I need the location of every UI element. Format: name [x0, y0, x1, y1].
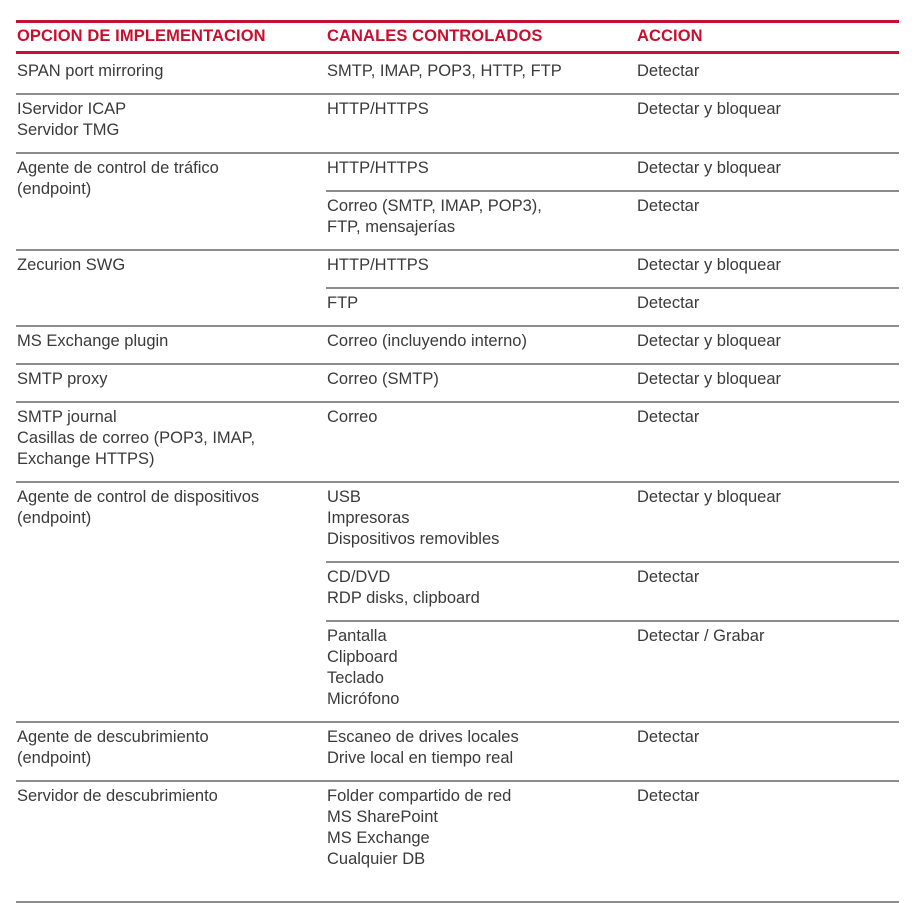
row-divider	[16, 249, 899, 251]
row-divider	[16, 325, 899, 327]
cell-line: Casillas de correo (POP3, IMAP,	[17, 429, 256, 447]
channels-cell	[327, 255, 429, 276]
header-channels: CANALES CONTROLADOS	[327, 27, 543, 45]
channels-cell	[327, 293, 358, 314]
cell-line: CD/DVD	[327, 568, 391, 586]
channels-cell	[327, 196, 542, 238]
cell-line: Servidor de descubrimiento	[17, 787, 218, 805]
cell-line: IServidor ICAP	[17, 100, 127, 118]
action-cell: Detectar y bloquear	[637, 256, 781, 274]
cell-line: Correo (incluyendo interno)	[327, 332, 527, 350]
cell-line: MS Exchange	[327, 829, 430, 847]
channels-cell	[327, 61, 562, 82]
cell-line: (endpoint)	[17, 180, 92, 198]
cell-line: Drive local en tiempo real	[327, 749, 514, 767]
header-top-rule	[16, 20, 899, 23]
option-cell	[17, 407, 255, 470]
channels-cell	[327, 727, 519, 769]
cell-line: Exchange HTTPS)	[17, 450, 155, 468]
cell-line: Agente de control de tráfico	[17, 159, 219, 177]
sub-row-divider	[326, 620, 899, 622]
row-divider	[16, 401, 899, 403]
row-divider	[16, 152, 899, 154]
cell-line: Micrófono	[327, 690, 400, 708]
option-cell	[17, 786, 218, 807]
channels-cell	[327, 407, 377, 428]
action-cell: Detectar	[637, 294, 700, 312]
row-divider	[16, 481, 899, 483]
cell-line: SMTP proxy	[17, 370, 108, 388]
cell-line: Zecurion SWG	[17, 256, 126, 274]
option-cell	[17, 727, 209, 769]
cell-line: HTTP/HTTPS	[327, 159, 429, 177]
channels-cell	[327, 487, 499, 550]
header-option: OPCION DE IMPLEMENTACION	[17, 27, 266, 45]
action-cell: Detectar y bloquear	[637, 332, 781, 350]
cell-line: MS Exchange plugin	[17, 332, 169, 350]
cell-line: MS SharePoint	[327, 808, 438, 826]
cell-line: Pantalla	[327, 627, 387, 645]
action-cell: Detectar y bloquear	[637, 370, 781, 388]
option-cell	[17, 61, 163, 82]
cell-line: Agente de descubrimiento	[17, 728, 209, 746]
option-cell	[17, 99, 126, 141]
channels-cell	[327, 369, 439, 390]
action-cell: Detectar / Grabar	[637, 627, 765, 645]
option-cell	[17, 487, 259, 529]
row-divider	[16, 363, 899, 365]
sub-row-divider	[326, 561, 899, 563]
cell-line: (endpoint)	[17, 509, 92, 527]
cell-line: Correo (SMTP)	[327, 370, 439, 388]
channels-cell	[327, 331, 527, 352]
channels-cell	[327, 786, 511, 870]
channels-cell	[327, 567, 480, 609]
cell-line: FTP	[327, 294, 359, 312]
channels-cell	[327, 158, 429, 179]
header-bottom-rule	[16, 51, 899, 54]
cell-line: SPAN port mirroring	[17, 62, 164, 80]
cell-line: Correo (SMTP, IMAP, POP3),	[327, 197, 542, 215]
channels-cell	[327, 626, 399, 710]
header-action: ACCION	[637, 27, 703, 45]
cell-line: Agente de control de dispositivos	[17, 488, 260, 506]
action-cell: Detectar y bloquear	[637, 100, 781, 118]
cell-line: SMTP, IMAP, POP3, HTTP, FTP	[327, 62, 562, 80]
action-cell: Detectar	[637, 408, 700, 426]
option-cell	[17, 331, 168, 352]
option-cell	[17, 255, 125, 276]
cell-line: HTTP/HTTPS	[327, 256, 429, 274]
cell-line: Escaneo de drives locales	[327, 728, 519, 746]
cell-line: Servidor TMG	[17, 121, 120, 139]
channels-cell	[327, 99, 429, 120]
action-cell: Detectar y bloquear	[637, 159, 781, 177]
cell-line: Dispositivos removibles	[327, 530, 500, 548]
cell-line: Cualquier DB	[327, 850, 426, 868]
cell-line: Impresoras	[327, 509, 410, 527]
action-cell: Detectar	[637, 787, 700, 805]
option-cell	[17, 369, 107, 390]
action-cell: Detectar	[637, 197, 700, 215]
cell-line: FTP, mensajerías	[327, 218, 456, 236]
option-cell	[17, 158, 219, 200]
cell-line: SMTP journal	[17, 408, 117, 426]
cell-line: (endpoint)	[17, 749, 92, 767]
cell-line: HTTP/HTTPS	[327, 100, 429, 118]
cell-line: Folder compartido de red	[327, 787, 512, 805]
action-cell: Detectar	[637, 728, 700, 746]
row-divider	[16, 721, 899, 723]
cell-line: USB	[327, 488, 361, 506]
cell-line: Clipboard	[327, 648, 398, 666]
cell-line: RDP disks, clipboard	[327, 589, 480, 607]
sub-row-divider	[326, 190, 899, 192]
action-cell: Detectar	[637, 568, 700, 586]
action-cell: Detectar	[637, 62, 700, 80]
action-cell: Detectar y bloquear	[637, 488, 781, 506]
row-divider	[16, 93, 899, 95]
sub-row-divider	[326, 287, 899, 289]
row-divider	[16, 780, 899, 782]
cell-line: Teclado	[327, 669, 384, 687]
cell-line: Correo	[327, 408, 378, 426]
